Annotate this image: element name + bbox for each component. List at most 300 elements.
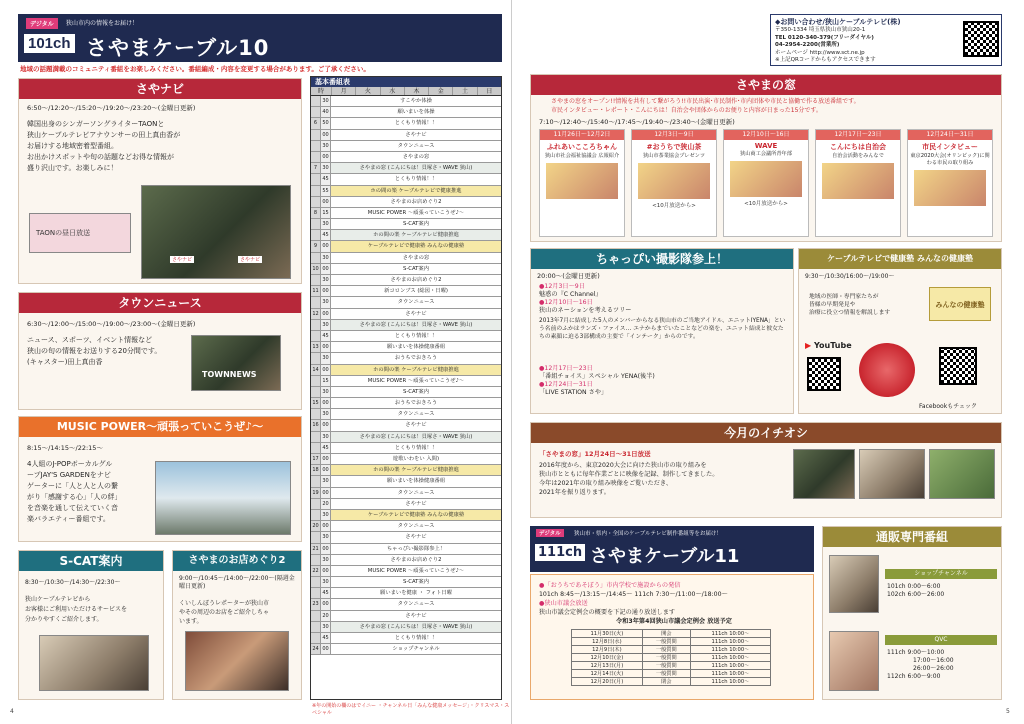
schedule-minute: 40: [321, 107, 331, 117]
schedule-minute: 30: [321, 275, 331, 285]
schedule-program: ホの間の楽 ケーブルテレビ健康推進: [331, 365, 501, 375]
week-photo: [914, 170, 986, 206]
sayanavi-section: [18, 78, 302, 284]
schedule-row: [311, 376, 501, 387]
schedule-row: [311, 499, 501, 510]
schedule-hour: 19: [311, 488, 321, 498]
schedule-minute: 45: [321, 174, 331, 184]
schedule-hour: [311, 443, 321, 453]
table-cell: 111ch 10:00～: [690, 662, 770, 670]
week-card: [907, 129, 993, 237]
schedule-hour: [311, 532, 321, 542]
chappy-section: [530, 248, 794, 414]
schedule-program: さやまの窓: [402, 254, 430, 261]
week-title: ふれあいこころちゃん: [547, 143, 617, 151]
schedule-minute: 20: [321, 499, 331, 509]
schedule-row: [311, 398, 501, 409]
week-date: 12月10日～16日: [724, 130, 808, 140]
desc-line: お届けする地域密着型番組。: [27, 142, 118, 150]
schedule-program: とくもり情報！！: [394, 176, 438, 183]
schedule-minute: 50: [321, 118, 331, 128]
schedule-hour: [311, 107, 321, 117]
schedule-row: [311, 577, 501, 588]
day-header: 時: [317, 88, 324, 95]
week-card: [539, 129, 625, 237]
schedule-hour: [311, 230, 321, 240]
schedule-row: [311, 107, 501, 118]
table-cell: 12月8日(水): [572, 638, 643, 646]
schedule-row: [311, 644, 501, 655]
intro-line: 市民インタビュー・レポート・こんにちは！自治会や団体からのお便りと内容が日まった15分です。: [551, 107, 822, 114]
contact-title: ◆お問い合わせ/狭山ケーブルテレビ(株): [775, 18, 901, 26]
schedule-rows: [311, 96, 501, 655]
air-times: 6:30～/12:00～/15:00～/19:00～/23:00～(金曜日更新): [27, 320, 196, 328]
schedule-hour: 6: [311, 118, 321, 128]
schedule-hour: [311, 633, 321, 643]
schedule-hour: 12: [311, 309, 321, 319]
schedule-hour: [311, 297, 321, 307]
schedule-hour: 7: [311, 163, 321, 173]
header-subtitle: 狭山市・県内・全国のケーブルテレビ制作番組等をお届け！: [574, 531, 722, 537]
qr-code-icon[interactable]: [963, 21, 999, 57]
digital-tag: デジタル: [536, 529, 564, 537]
table-row: [572, 662, 771, 670]
schedule-minute: 00: [321, 197, 331, 207]
week-caption: <10月放送から>: [652, 203, 696, 209]
schedule-program: さやナビ: [405, 422, 427, 429]
schedule-program: ホの間の楽 ケーブルテレビ健康推進: [331, 465, 501, 475]
table-row: [572, 638, 771, 646]
schedule-program: 遊歌いわをい 入間): [392, 456, 440, 462]
schedule-minute: 45: [321, 230, 331, 240]
desc-line: 韓国出身のシンガーソングライターTAONと: [27, 120, 165, 128]
item-line: ●12月24日～31日: [539, 381, 593, 388]
schedule-minute: 00: [321, 286, 331, 296]
schedule-row: [311, 443, 501, 454]
shop-channel-photo: [829, 555, 879, 613]
schedule-hour: [311, 96, 321, 106]
body-line: 治療に役立つ情報を解説します: [809, 310, 891, 316]
kenko-body: [809, 293, 919, 317]
contact-line: TEL 0120-340-379(フリーダイヤル): [775, 34, 874, 41]
schedule-program: タウンニュース: [397, 411, 435, 418]
air-times: 6:50～/12:20～/15:20～/19:20～/23:20～(金曜日更新): [27, 104, 196, 112]
schedule-row: [311, 174, 501, 185]
schedule-days-header: [311, 87, 501, 96]
day-header: 日: [477, 87, 501, 95]
day-header: 金: [428, 87, 452, 95]
schedule-minute: 20: [321, 611, 331, 621]
qvc-photo: [829, 631, 879, 691]
kenko-section: [798, 248, 1002, 414]
section-title: さやナビ: [19, 79, 301, 99]
schedule-hour: 8: [311, 208, 321, 218]
schedule-minute: 00: [321, 454, 331, 464]
schedule-program: 願いまいを体操: [397, 109, 435, 116]
qvc-label: QVC: [885, 635, 997, 645]
desc-line: がり「感謝する心」「人の絆」: [27, 493, 122, 501]
youtube-label: YouTube: [813, 341, 852, 350]
intro-line: さやまの窓をオープン!!情報を共有して繋がろう!!市民出演･市民制作･市内団体や市民と協働で作る放送番組です。: [551, 98, 860, 105]
schedule-hour: 14: [311, 365, 321, 375]
schedule-minute: 15: [321, 376, 331, 386]
contact-line: ※上記QRコードからもアクセスできます: [775, 57, 876, 63]
schedule-row: [311, 197, 501, 208]
time-line: 112ch 6:00～9:00: [887, 673, 941, 680]
chappy-items: [539, 283, 789, 315]
schedule-program: タウンニュース: [397, 299, 435, 306]
schedule-row: [311, 387, 501, 398]
schedule-hour: 10: [311, 264, 321, 274]
channel11-header: [530, 526, 814, 572]
schedule-row: [311, 432, 501, 443]
schedule-row: [311, 253, 501, 264]
schedule-minute: 30: [321, 555, 331, 565]
schedule-row: [311, 622, 501, 633]
youtube-icon[interactable]: ▶ YouTube: [805, 341, 852, 350]
schedule-row: [311, 96, 501, 107]
schedule-program: 願いまいを体操健康番組: [386, 478, 446, 485]
table-cell: 一般質問: [642, 662, 690, 670]
air-times: 9:30～/10:30/16:00～/19:00～: [805, 273, 895, 280]
music-power-section: [18, 416, 302, 542]
schedule-minute: 45: [321, 588, 331, 598]
schedule-hour: [311, 387, 321, 397]
channel-number: 111ch: [535, 544, 585, 561]
schedule-program: S-CAT案内: [402, 579, 429, 586]
schedule-program: ケーブルテレビで健康塾 みんなの健康塾: [331, 241, 501, 251]
schedule-program: さやナビ: [405, 310, 427, 317]
ch11-content: [530, 574, 814, 700]
schedule-program: ホの間の楽 ケーブルテレビで健康推進: [331, 186, 501, 196]
channel-number: 101ch: [24, 34, 75, 53]
air-times: 8:30～/10:30～/14:30～/22:30～: [25, 579, 121, 586]
schedule-minute: 30: [321, 141, 331, 151]
table-row: [572, 630, 771, 638]
chappy-mascot-icon: [859, 343, 915, 397]
schedule-row: [311, 241, 501, 252]
air-times: 8:15～/14:15～/22:15～: [27, 444, 103, 452]
schedule-row: [311, 633, 501, 644]
schedule-row: [311, 599, 501, 610]
item-line: 「番組チョイス」スペシャル YENA(後半): [539, 373, 655, 380]
townnews-section: [18, 292, 302, 410]
week-card: [723, 129, 809, 237]
schedule-minute: 30: [321, 320, 331, 330]
townnews-photo: [191, 335, 281, 391]
schedule-hour: [311, 555, 321, 565]
schedule-row: [311, 588, 501, 599]
body-line: 2021年を振り返ります。: [539, 489, 610, 496]
desc-line: やその周辺のお店をご紹介しちゃ: [179, 609, 270, 616]
schedule-program: さやナビ: [405, 500, 427, 507]
body-line: 今年は2021年の取り組み映像をご覧いただき、: [539, 480, 673, 487]
contact-line: 04-2954-2200(営業所): [775, 42, 840, 48]
schedule-hour: [311, 275, 321, 285]
schedule-row: [311, 320, 501, 331]
schedule-minute: 00: [321, 130, 331, 140]
desc-line: 狭山ケーブルテレビアナウンサーの田上真由香が: [27, 131, 181, 139]
youtube-qr-icon[interactable]: [807, 357, 841, 391]
schedule-program: ちゃっぴい撮影隊参上！: [386, 545, 446, 552]
table-cell: 111ch 10:00～: [690, 654, 770, 662]
schedule-row: [311, 264, 501, 275]
council-schedule-table: [571, 629, 771, 686]
desc-line: を音楽を通して伝えていく音: [27, 504, 118, 512]
music-power-photo: [155, 461, 291, 535]
schedule-row: [311, 152, 501, 163]
schedule-minute: 00: [321, 599, 331, 609]
schedule-program: とくもり情報！！: [394, 444, 438, 451]
schedule-title: 基本番組表: [311, 77, 501, 87]
schedule-hour: 21: [311, 544, 321, 554]
week-date: 12月3日～9日: [632, 130, 716, 140]
week-body: 狭山市社会福祉協議会 広報紹介: [544, 153, 620, 159]
schedule-minute: 30: [321, 219, 331, 229]
week-photo: [546, 163, 618, 199]
schedule-row: [311, 186, 501, 197]
facebook-qr-icon[interactable]: [939, 347, 977, 385]
schedule-minute: 00: [321, 398, 331, 408]
contact-box: [770, 14, 1002, 66]
schedule-hour: [311, 432, 321, 442]
schedule-program: タウンニュース: [397, 523, 435, 530]
time-line: 101ch 0:00～6:00: [887, 583, 941, 590]
schedule-program: すこやか体操: [400, 98, 432, 104]
week-body: 狭山商工会議所青年部: [740, 151, 792, 157]
desc-line: ゲーターに「人と人と人の繋: [27, 482, 118, 490]
table-cell: 12月13日(月): [572, 662, 643, 670]
sayanavi-photo: [141, 185, 291, 279]
channel-title: さやまケーブル10: [86, 36, 270, 60]
week-title: こんにちは自治会: [830, 143, 886, 151]
schedule-row: [311, 130, 501, 141]
schedule-hour: 16: [311, 420, 321, 430]
schedule-minute: 30: [321, 96, 331, 106]
schedule-minute: 00: [321, 152, 331, 162]
schedule-program: さやまの窓 (こんにちは！貝塚さ・WAVE 狭山): [331, 432, 501, 442]
table-cell: 閉会: [642, 678, 690, 686]
table-cell: 開会: [642, 630, 690, 638]
schedule-hour: [311, 130, 321, 140]
mado-intro: [551, 97, 991, 115]
schedule-row: [311, 342, 501, 353]
schedule-row: [311, 297, 501, 308]
schedule-hour: [311, 320, 321, 330]
schedule-minute: 00: [321, 241, 331, 251]
desc-line: くいしんぼうレポーターが狭山市: [179, 600, 270, 607]
schedule-program: ホの間の楽 ケーブルテレビ健康推進: [331, 230, 501, 240]
taon-banner-image: [29, 213, 131, 253]
schedule-program: とくもり情報！！: [394, 120, 438, 127]
schedule-program: さやまのお店めぐり2: [390, 198, 442, 205]
schedule-hour: [311, 174, 321, 184]
contact-details: [775, 27, 935, 65]
schedule-hour: 15: [311, 398, 321, 408]
itioshi-photo-2: [859, 449, 925, 499]
item-line: 「LIVE STATION さや」: [539, 389, 608, 396]
description: [27, 459, 157, 525]
channel-header: [18, 14, 502, 62]
week-date: 12月24日～31日: [908, 130, 992, 140]
schedule-footnote: ※年の開始の欄のはでイニー ・チャンネル日「みんな健康メッセージ」・クリスマス・スペシャル: [312, 703, 510, 716]
schedule-row: [311, 118, 501, 129]
schedule-hour: [311, 141, 321, 151]
schedule-row: [311, 420, 501, 431]
schedule-minute: 30: [321, 476, 331, 486]
schedule-hour: [311, 611, 321, 621]
table-cell: 11月30日(火): [572, 630, 643, 638]
schedule-minute: 30: [321, 353, 331, 363]
time-line: 26:00～26:00: [913, 665, 954, 672]
schedule-hour: [311, 253, 321, 263]
table-cell: 一般質問: [642, 654, 690, 662]
day-header: 土: [452, 87, 476, 95]
schedule-hour: [311, 577, 321, 587]
schedule-program: さやまの窓 (こんにちは！貝塚さ・WAVE 狭山): [331, 320, 501, 330]
schedule-minute: 30: [321, 387, 331, 397]
air-times: 7:10～/12:40～/15:40～/17:45～/19:40～/23:40～(金曜日更新): [539, 118, 735, 126]
scat-photo: [39, 635, 149, 691]
schedule-minute: 00: [321, 264, 331, 274]
table-row: [572, 646, 771, 654]
week-title: #おうちで狭山茶: [646, 143, 702, 151]
item-line: ●狭山市議会放送: [539, 600, 588, 607]
week-card: [815, 129, 901, 237]
schedule-program: 新コロンブス (総図・日曜): [384, 288, 448, 295]
day-header: 火: [355, 87, 379, 95]
schedule-minute: 00: [321, 342, 331, 352]
schedule-program: とくもり情報！！: [394, 635, 438, 641]
omise-photo: [185, 631, 289, 691]
desc-line: 盛り沢山です。お楽しみに！: [27, 164, 118, 172]
chappy-items-2: [539, 365, 789, 397]
item-line: ●12月17日～23日: [539, 365, 593, 372]
schedule-minute: 00: [321, 521, 331, 531]
schedule-hour: 11: [311, 286, 321, 296]
schedule-program: ショップチャンネル: [392, 646, 440, 653]
photo-badge: さやナビ: [240, 257, 261, 263]
schedule-program: さやまの窓: [402, 153, 430, 160]
schedule-program: タウンニュース: [397, 142, 435, 149]
schedule-program: S-CAT案内: [402, 265, 429, 272]
section-title: ちゃっぴい撮影隊参上！: [531, 249, 793, 269]
schedule-minute: 30: [321, 510, 331, 520]
header-subtitle: 狭山市内の情報をお届け！: [66, 20, 139, 27]
table-cell: 111ch 10:00～: [690, 646, 770, 654]
schedule-row: [311, 544, 501, 555]
desc-line: 4人組のJ-POPボーカルグル: [27, 460, 113, 468]
description: [179, 599, 299, 626]
schedule-row: [311, 555, 501, 566]
schedule-minute: 00: [321, 365, 331, 375]
itioshi-body: [539, 461, 789, 497]
item-line: ●12月10日～16日: [539, 299, 593, 306]
schedule-minute: 00: [321, 644, 331, 654]
schedule-hour: 18: [311, 465, 321, 475]
photo-badge: さやナビ: [172, 257, 193, 263]
desc-line: 狭山ケーブルテレビから: [25, 596, 91, 603]
time-line: 102ch 6:00～26:00: [887, 591, 945, 598]
schedule-hour: [311, 622, 321, 632]
section-title: S-CAT案内: [19, 551, 163, 571]
kenko-logo: みんなの健康塾: [929, 287, 991, 321]
schedule-program: さやナビ: [405, 534, 427, 541]
table-cell: 一般質問: [642, 670, 690, 678]
section-title: さやまの窓: [531, 75, 1001, 95]
desc-line: 分かりやすくご紹介します。: [25, 616, 103, 623]
schedule-minute: 45: [321, 331, 331, 341]
description: [27, 335, 197, 368]
week-body: 自治会活動をみんなで: [832, 153, 884, 159]
body-line: 地域の医師・専門家たちが: [809, 294, 879, 300]
section-title: タウンニュース: [19, 293, 301, 313]
schedule-minute: 00: [321, 420, 331, 430]
time-line: 17:00～16:00: [913, 657, 954, 664]
table-cell: 一般質問: [642, 638, 690, 646]
shop-channel-times: [887, 583, 944, 599]
schedule-row: [311, 230, 501, 241]
schedule-hour: 13: [311, 342, 321, 352]
schedule-minute: 00: [321, 488, 331, 498]
section-title: 今月のイチオシ: [531, 423, 1001, 443]
qvc-times: [887, 649, 954, 681]
page-number: 5: [1006, 708, 1010, 715]
schedule-hour: 24: [311, 644, 321, 654]
contact-line: 〒350-1334 埼玉県狭山市狭山20-1: [775, 27, 866, 33]
scat-section: [18, 550, 164, 700]
table-cell: 111ch 10:00～: [690, 630, 770, 638]
schedule-row: [311, 465, 501, 476]
schedule-hour: [311, 510, 321, 520]
schedule-minute: 30: [321, 253, 331, 263]
schedule-row: [311, 219, 501, 230]
schedule-minute: 45: [321, 633, 331, 643]
schedule-hour: [311, 499, 321, 509]
schedule-program: さやナビ: [405, 612, 427, 619]
schedule-hour: 9: [311, 241, 321, 251]
section-title: 通販専門番組: [823, 527, 1001, 547]
chappy-body: 2013年7月に結成した5人のメンバーからなる狭山市のご当地アイドル、エニットIYENA」という名前のふかはランズ・ファイス… エナからまでいたことなどの楽を、ユニット結成と彼女たちの素顔に迫る3部構成の主要で「インテーク」からのです。: [539, 318, 786, 340]
schedule-row: [311, 409, 501, 420]
week-caption: <10月放送から>: [744, 201, 788, 207]
body-line: 狭山市とともに毎年作業ごとに映像を記録、制作してきました。: [539, 471, 719, 478]
desc-line: 楽バラエティー番組です。: [27, 515, 110, 523]
week-photo: [822, 163, 894, 199]
omise-section: [172, 550, 302, 700]
facebook-label[interactable]: Facebookもチェック: [919, 403, 978, 410]
schedule-minute: 30: [321, 577, 331, 587]
schedule-minute: 30: [321, 409, 331, 419]
schedule-row: [311, 476, 501, 487]
desc-line: 狭山の旬の情報をお送りする20分間です。: [27, 347, 162, 355]
schedule-hour: [311, 376, 321, 386]
contact-line: ホームページ http://www.sct.ne.jp: [775, 49, 865, 56]
schedule-program: S-CAT案内: [402, 221, 429, 228]
table-cell: 一般質問: [642, 646, 690, 654]
schedule-minute: 30: [321, 432, 331, 442]
air-times: 9:00～/10:45～/14:00～/22:00～(隔週金曜日更新): [179, 575, 295, 590]
schedule-minute: 55: [321, 186, 331, 196]
itioshi-photo-3: [929, 449, 995, 499]
schedule-program: とくもり情報！！: [394, 332, 438, 339]
schedule-row: [311, 532, 501, 543]
schedule-program: 願いまいを健康 ・ フォト日曜: [380, 590, 452, 597]
schedule-program: さやまのお店めぐり2: [390, 556, 442, 563]
day-header: 木: [404, 87, 428, 95]
schedule-row: [311, 510, 501, 521]
schedule-minute: 30: [321, 622, 331, 632]
